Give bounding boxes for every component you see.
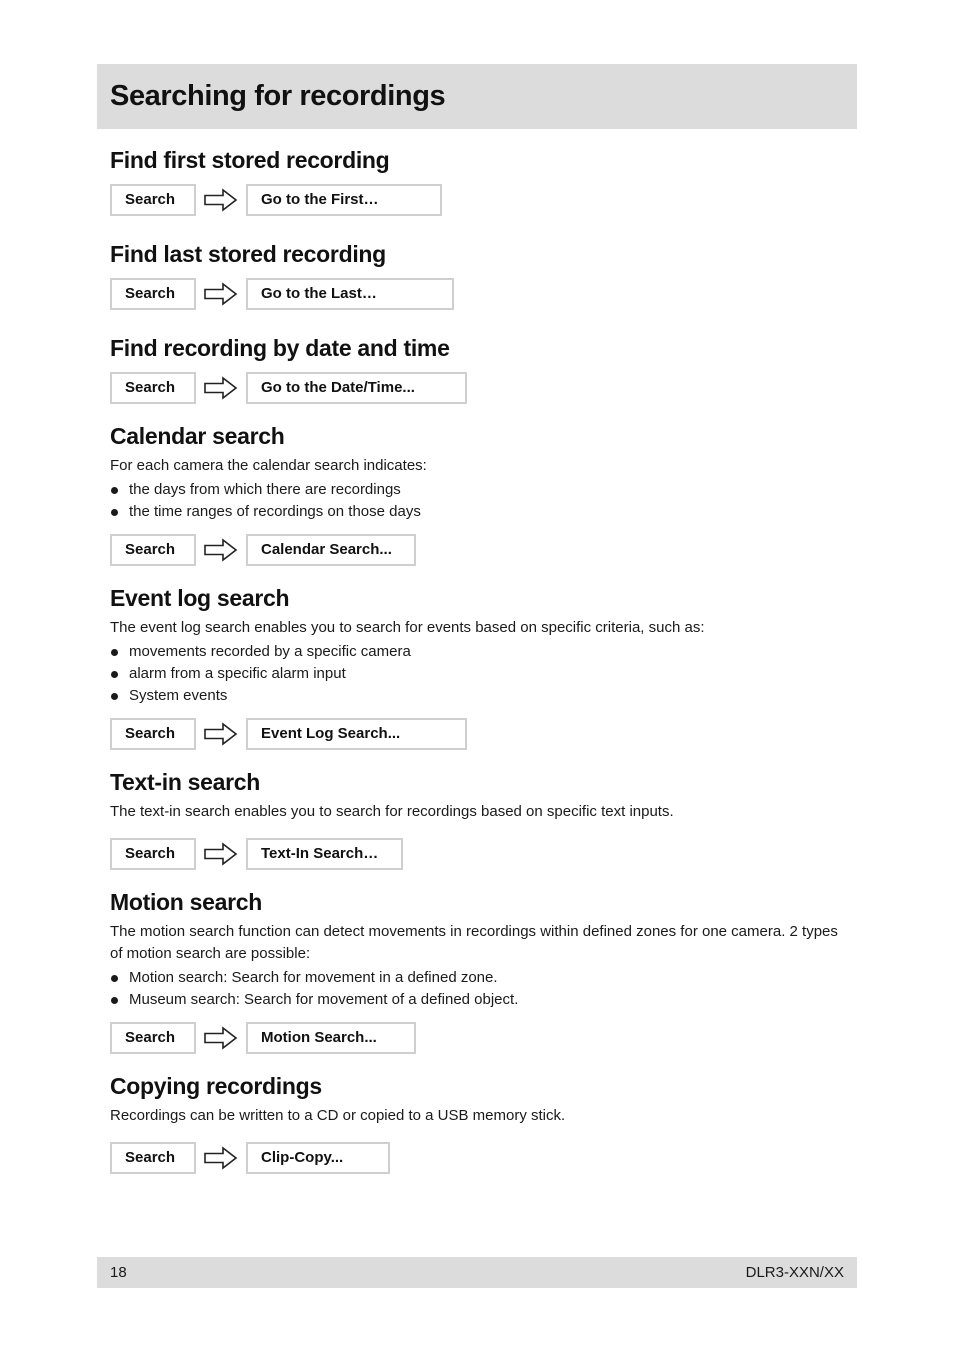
search-menu-box: Search xyxy=(110,838,196,870)
menu-path xyxy=(110,1142,850,1174)
motion-search-menu-box: Motion Search... xyxy=(246,1022,416,1054)
model-name: DLR3-XXN/XX xyxy=(745,1264,844,1281)
search-menu-box: Search xyxy=(110,1022,196,1054)
go-to-first-menu-box: Go to the First… xyxy=(246,184,442,216)
section-heading: Find last stored recording xyxy=(110,241,386,267)
menu-path xyxy=(110,1022,850,1054)
page-title-bar xyxy=(97,64,857,129)
arrow-right-icon xyxy=(196,278,246,310)
section-find-first xyxy=(110,146,850,216)
section-copying-recordings xyxy=(110,1072,850,1174)
section-description: The event log search enables you to search for events based on specific criteria, such as: xyxy=(110,619,705,636)
calendar-search-menu-box: Calendar Search... xyxy=(246,534,416,566)
list-item: Motion search: Search for movement in a defined zone. xyxy=(110,967,850,989)
page-footer xyxy=(97,1257,857,1288)
section-description: The text-in search enables you to search for recordings based on specific text inputs. xyxy=(110,803,674,820)
go-to-date-time-menu-box: Go to the Date/Time... xyxy=(246,372,467,404)
list-item: alarm from a specific alarm input xyxy=(110,663,850,685)
arrow-right-icon xyxy=(196,534,246,566)
go-to-last-menu-box: Go to the Last… xyxy=(246,278,454,310)
search-menu-box: Search xyxy=(110,718,196,750)
bullet-list xyxy=(110,967,850,1011)
search-menu-box: Search xyxy=(110,184,196,216)
section-text-in-search xyxy=(110,768,850,870)
section-motion-search xyxy=(110,888,850,1054)
search-menu-box: Search xyxy=(110,278,196,310)
arrow-right-icon xyxy=(196,718,246,750)
arrow-right-icon xyxy=(196,1022,246,1054)
menu-path xyxy=(110,184,850,216)
search-menu-box: Search xyxy=(110,372,196,404)
list-item: movements recorded by a specific camera xyxy=(110,641,850,663)
arrow-right-icon xyxy=(196,1142,246,1174)
menu-path xyxy=(110,372,850,404)
menu-path xyxy=(110,534,850,566)
section-heading: Find first stored recording xyxy=(110,147,390,173)
bullet-list xyxy=(110,479,850,523)
main-content xyxy=(110,143,850,1174)
section-description: Recordings can be written to a CD or copied to a USB memory stick. xyxy=(110,1107,566,1124)
search-menu-box: Search xyxy=(110,534,196,566)
section-event-log-search xyxy=(110,584,850,750)
page-number: 18 xyxy=(110,1264,127,1281)
section-heading: Event log search xyxy=(110,585,290,611)
text-in-search-menu-box: Text-In Search… xyxy=(246,838,403,870)
menu-path xyxy=(110,718,850,750)
arrow-right-icon xyxy=(196,372,246,404)
arrow-right-icon xyxy=(196,184,246,216)
menu-path xyxy=(110,838,850,870)
section-description: The motion search function can detect movements in recordings within defined zones for one camera. 2 types of motion search are possible: xyxy=(110,923,838,962)
list-item: Museum search: Search for movement of a defined object. xyxy=(110,989,850,1011)
section-find-last xyxy=(110,240,850,310)
menu-path xyxy=(110,278,850,310)
page-title: Searching for recordings xyxy=(110,80,446,112)
section-heading: Text-in search xyxy=(110,769,261,795)
event-log-search-menu-box: Event Log Search... xyxy=(246,718,467,750)
list-item: the days from which there are recordings xyxy=(110,479,850,501)
bullet-list xyxy=(110,641,850,707)
section-description: For each camera the calendar search indicates: xyxy=(110,457,427,474)
clip-copy-menu-box: Clip-Copy... xyxy=(246,1142,390,1174)
section-heading: Calendar search xyxy=(110,423,285,449)
section-heading: Motion search xyxy=(110,889,263,915)
section-calendar-search xyxy=(110,422,850,566)
list-item: the time ranges of recordings on those days xyxy=(110,501,850,523)
list-item: System events xyxy=(110,685,850,707)
section-heading: Copying recordings xyxy=(110,1073,322,1099)
section-heading: Find recording by date and time xyxy=(110,335,450,361)
arrow-right-icon xyxy=(196,838,246,870)
search-menu-box: Search xyxy=(110,1142,196,1174)
section-find-by-date xyxy=(110,334,850,404)
